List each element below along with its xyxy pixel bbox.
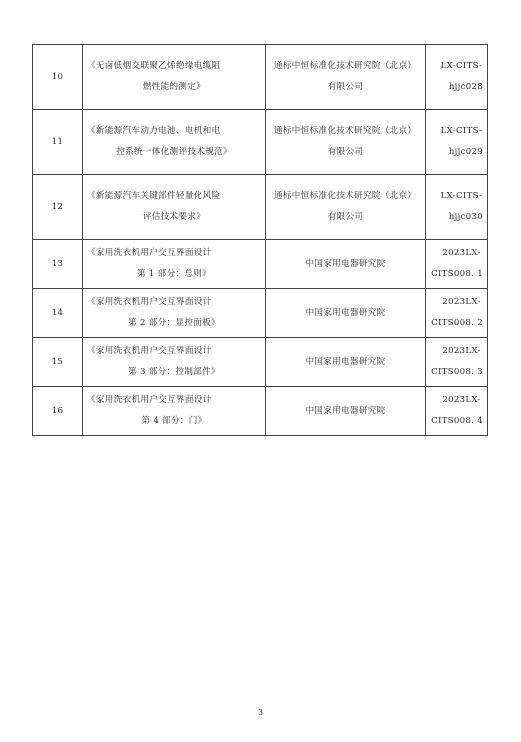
standard-name-line1: 《新能源汽车关键部件轻量化风险 [87, 191, 221, 201]
organization [266, 45, 426, 110]
table-row [33, 387, 488, 436]
project-code-line1: LX-CITS- [440, 126, 483, 136]
standard-name [83, 338, 266, 387]
organization-line1: 通标中恒标准化技术研究院（北京） [274, 126, 417, 136]
project-code-line1: 2023LX- [442, 346, 481, 356]
standard-name-line2: 评估技术要求》 [142, 212, 206, 222]
standard-name-line1: 《家用洗衣机用户交互界面设计 [87, 346, 212, 356]
organization-line1: 中国家用电器研究院 [305, 307, 386, 318]
standard-name [83, 110, 266, 175]
project-code [426, 289, 488, 338]
organization [266, 338, 426, 387]
row-number: 12 [33, 175, 83, 240]
project-code-line1: 2023LX- [442, 297, 481, 307]
standard-name-line2: 控系统一体化测评技术规范》 [116, 147, 232, 157]
project-code [426, 45, 488, 110]
table-row [33, 45, 488, 110]
table-row [33, 175, 488, 240]
project-code-line1: LX-CITS- [440, 191, 483, 201]
project-code [426, 110, 488, 175]
standard-name-line1: 《无卤低烟交联聚乙烯绝缘电缆阻 [87, 61, 221, 71]
project-code-line2: CITS008. 2 [431, 318, 483, 328]
organization [266, 110, 426, 175]
project-code-line2: CITS008. 4 [431, 416, 483, 426]
project-code-line1: 2023LX- [442, 395, 481, 405]
row-number: 16 [33, 387, 83, 436]
standard-name [83, 387, 266, 436]
table-row [33, 338, 488, 387]
organization-line1: 通标中恒标准化技术研究院（北京） [274, 191, 417, 201]
organization [266, 240, 426, 289]
project-code-line2: hjjc029 [448, 147, 483, 157]
row-number: 10 [33, 45, 83, 110]
organization-line1: 中国家用电器研究院 [305, 405, 386, 416]
row-number: 15 [33, 338, 83, 387]
project-code [426, 175, 488, 240]
standard-name-line2: 第 3 部分：控制部件》 [128, 367, 220, 377]
table-row [33, 110, 488, 175]
standard-name-line1: 《家用洗衣机用户交互界面设计 [87, 297, 212, 307]
standard-name [83, 289, 266, 338]
standards-table [32, 44, 488, 436]
table-row [33, 289, 488, 338]
page-number: 3 [257, 708, 264, 717]
project-code-line1: 2023LX- [442, 248, 481, 258]
project-code [426, 387, 488, 436]
row-number: 11 [33, 110, 83, 175]
organization-line2: 有限公司 [327, 147, 364, 157]
standard-name-line2: 第 1 部分：总则》 [136, 269, 212, 279]
organization [266, 387, 426, 436]
organization [266, 289, 426, 338]
organization-line1: 通标中恒标准化技术研究院（北京） [274, 61, 417, 71]
organization-line2: 有限公司 [327, 82, 364, 92]
organization-line1: 中国家用电器研究院 [305, 258, 386, 269]
organization [266, 175, 426, 240]
project-code-line2: CITS008. 3 [431, 367, 483, 377]
project-code [426, 240, 488, 289]
table-row [33, 240, 488, 289]
row-number: 13 [33, 240, 83, 289]
standard-name [83, 45, 266, 110]
project-code-line2: hjjc028 [448, 82, 483, 92]
standard-name [83, 240, 266, 289]
standard-name [83, 175, 266, 240]
project-code-line2: hjjc030 [448, 212, 483, 222]
standard-name-line2: 第 2 部分：显控面板》 [128, 318, 220, 328]
standard-name-line2: 燃性能的测定》 [142, 82, 206, 92]
project-code [426, 338, 488, 387]
standard-name-line1: 《新能源汽车动力电池、电机和电 [87, 126, 221, 136]
standard-name-line1: 《家用洗衣机用户交互界面设计 [87, 248, 212, 258]
project-code-line1: LX-CITS- [440, 61, 483, 71]
row-number: 14 [33, 289, 83, 338]
standard-name-line1: 《家用洗衣机用户交互界面设计 [87, 395, 212, 405]
project-code-line2: CITS008. 1 [431, 269, 483, 279]
standard-name-line2: 第 4 部分：门》 [141, 416, 207, 426]
organization-line1: 中国家用电器研究院 [305, 356, 386, 367]
organization-line2: 有限公司 [327, 212, 364, 222]
